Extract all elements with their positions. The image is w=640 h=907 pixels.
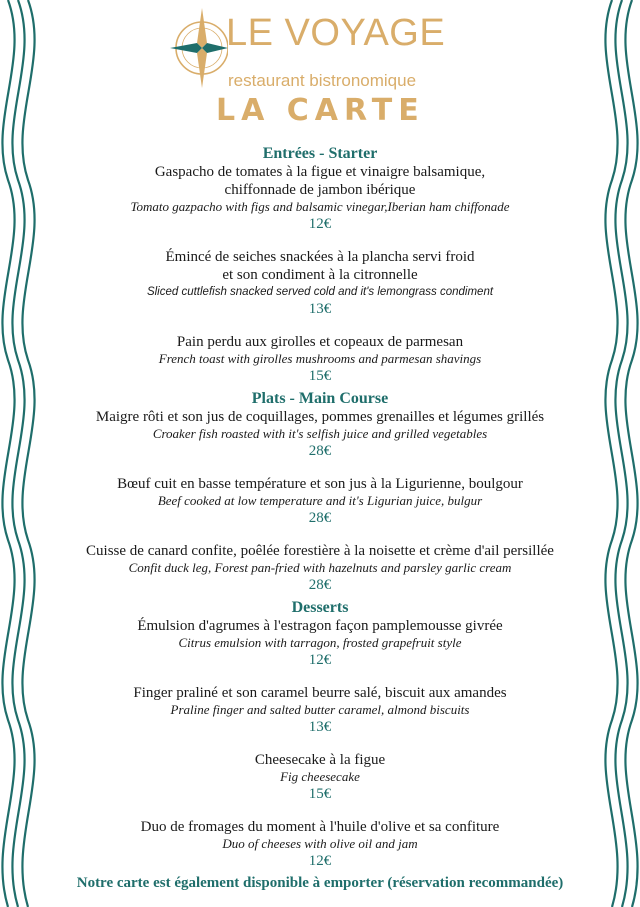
dish-price: 13€ bbox=[308, 301, 332, 317]
dish-price: 15€ bbox=[308, 368, 332, 384]
dish-item bbox=[50, 475, 590, 527]
dish-name-fr: et son condiment à la citronnelle bbox=[222, 267, 418, 283]
dish-item bbox=[50, 818, 590, 870]
compass-rose-icon bbox=[168, 4, 228, 94]
dish-price: 12€ bbox=[308, 853, 332, 869]
dish-price: 12€ bbox=[308, 652, 332, 668]
dish-price: 28€ bbox=[308, 510, 332, 526]
dish-item bbox=[50, 408, 590, 460]
dish-item bbox=[50, 617, 590, 669]
dish-name-fr: Gaspacho de tomates à la figue et vinaigre balsamique, bbox=[154, 164, 486, 180]
dish-name-fr: Maigre rôti et son jus de coquillages, pommes grenailles et légumes grillés bbox=[95, 409, 545, 425]
dish-price: 28€ bbox=[308, 443, 332, 459]
menu-title: LA CARTE bbox=[216, 93, 425, 128]
dish-name-en: Sliced cuttlefish snacked served cold and it's lemongrass condiment bbox=[146, 286, 494, 298]
dish-name-en: French toast with girolles mushrooms and parmesan shavings bbox=[158, 351, 482, 366]
dish-item bbox=[50, 542, 590, 594]
dish-price: 15€ bbox=[308, 786, 332, 802]
dish-name-en: Duo of cheeses with olive oil and jam bbox=[222, 836, 418, 851]
header bbox=[0, 0, 640, 130]
dish-name-en: Beef cooked at low temperature and it's Ligurian juice, bulgur bbox=[157, 493, 483, 508]
dish-item bbox=[50, 333, 590, 385]
dish-price: 12€ bbox=[308, 216, 332, 232]
dish-price: 28€ bbox=[308, 577, 332, 593]
dish-name-fr: Cheesecake à la figue bbox=[254, 752, 386, 768]
section-title-desserts: Desserts bbox=[291, 599, 349, 616]
dish-name-en: Citrus emulsion with tarragon, frosted grapefruit style bbox=[178, 635, 462, 650]
dish-name-fr: chiffonnade de jambon ibérique bbox=[224, 182, 416, 198]
dish-item bbox=[50, 751, 590, 803]
dish-name-fr: Pain perdu aux girolles et copeaux de parmesan bbox=[176, 334, 464, 350]
menu-content bbox=[50, 144, 590, 892]
section-title-mains: Plats - Main Course bbox=[251, 390, 389, 407]
takeaway-note: Notre carte est également disponible à emporter (réservation recommandée) bbox=[76, 875, 564, 891]
dish-name-en: Praline finger and salted butter caramel, almond biscuits bbox=[170, 702, 470, 717]
dish-item bbox=[50, 163, 590, 233]
dish-price: 13€ bbox=[308, 719, 332, 735]
dish-name-en: Fig cheesecake bbox=[280, 769, 360, 784]
dish-name-en: Tomato gazpacho with figs and balsamic vinegar,Iberian ham chiffonade bbox=[130, 199, 510, 214]
dish-name-en: Croaker fish roasted with it's selfish juice and grilled vegetables bbox=[152, 426, 488, 441]
dish-name-fr: Duo de fromages du moment à l'huile d'olive et sa confiture bbox=[140, 819, 500, 835]
dish-name-en: Confit duck leg, Forest pan-fried with hazelnuts and parsley garlic cream bbox=[128, 560, 512, 575]
dish-name-fr: Émincé de seiches snackées à la plancha servi froid bbox=[165, 249, 475, 265]
brand-tagline: restaurant bistronomique bbox=[228, 71, 417, 90]
dish-item bbox=[50, 248, 590, 318]
dish-name-fr: Émulsion d'agrumes à l'estragon façon pamplemousse givrée bbox=[137, 618, 503, 634]
section-title-starters: Entrées - Starter bbox=[262, 145, 378, 162]
dish-name-fr: Cuisse de canard confite, poêlée forestière à la noisette et crème d'ail persillée bbox=[86, 543, 554, 559]
dish-name-fr: Bœuf cuit en basse température et son jus à la Ligurienne, boulgour bbox=[117, 476, 523, 492]
brand-name: LE VOYAGE bbox=[226, 12, 446, 54]
dish-name-fr: Finger praliné et son caramel beurre salé, biscuit aux amandes bbox=[133, 685, 507, 701]
dish-item bbox=[50, 684, 590, 736]
